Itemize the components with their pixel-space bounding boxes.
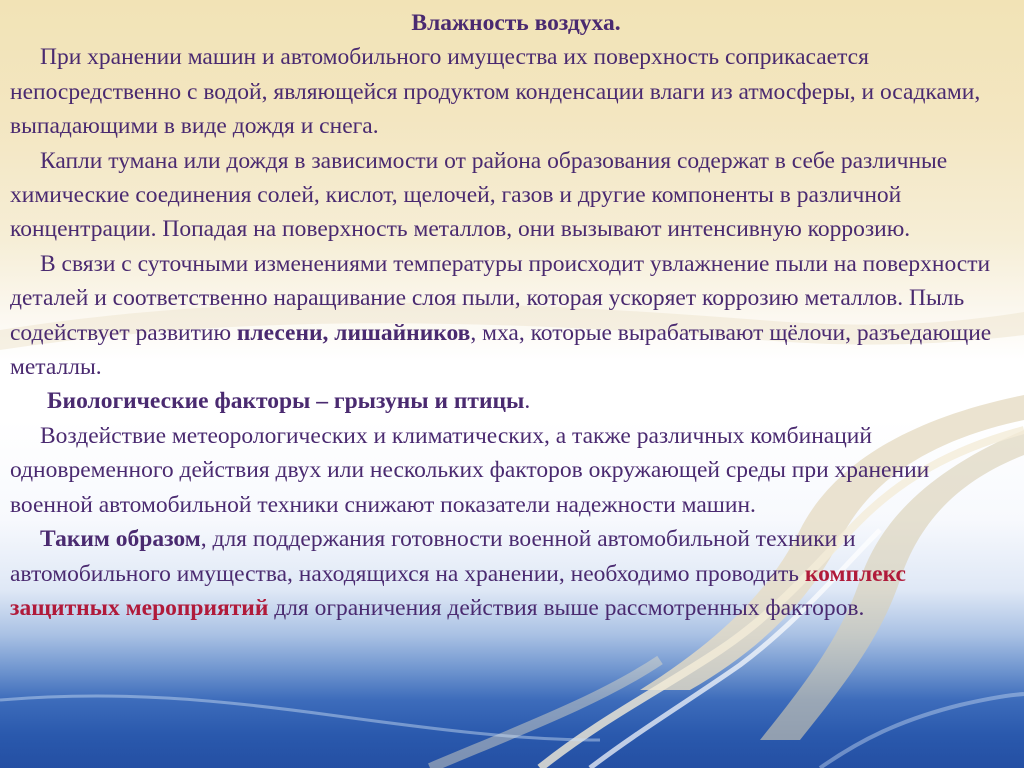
biological-period: . [524,388,531,415]
conclusion-text: , для поддержания готовности военной автомобильной техники и автомобильного имущества, находящихся на хранении, необходимо проводить [10,526,856,587]
biological-factors-heading: Биологические факторы – грызуны и птицы [47,388,525,415]
paragraph-biological [10,384,1014,418]
slide-title: Влажность воздуха. [411,10,621,36]
protective-measures-emphasis: комплекс защитных мероприятий [10,560,906,621]
paragraph-humidity: При хранении машин и автомобильного имущества их поверхность соприкасается непосредственно с водой, являющейся продуктом конденсации влаги из атмосферы, и осадками, выпадающими в виде дождя и снега. [10,44,981,140]
conclusion-emphasis: Таким образом [40,526,201,553]
paragraph-climate: Воздействие метеорологических и климатических, а также различных комбинаций одновременного действия двух или нескольких факторов окружающей среды при хранении военной автомобильной техники снижают показатели надежности машин. [10,422,930,518]
dust-text-end: , мха, которые вырабатывают щёлочи, разъедающие металлы. [10,319,992,381]
conclusion-end: для ограничения действия выше рассмотренных факторов. [268,594,865,621]
paragraph-conclusion [10,522,1014,625]
slide-text [10,6,1014,625]
paragraph-dust [10,247,1014,385]
paragraph-fog-rain: Капли тумана или дождя в зависимости от района образования содержат в себе различные химические соединения солей, кислот, щелочей, газов и другие компоненты в различной концентрации. Попадая на поверхность металлов, они вызывают интенсивную коррозию. [10,147,948,243]
mold-lichen-emphasis: плесени, лишайников [236,319,471,346]
dust-text-start: В связи с суточными изменениями температуры происходит увлажнение пыли на поверхности деталей и соответственно наращивание слоя пыли, которая ускоряет коррозию металлов. Пыль содействует развитию [10,250,991,346]
